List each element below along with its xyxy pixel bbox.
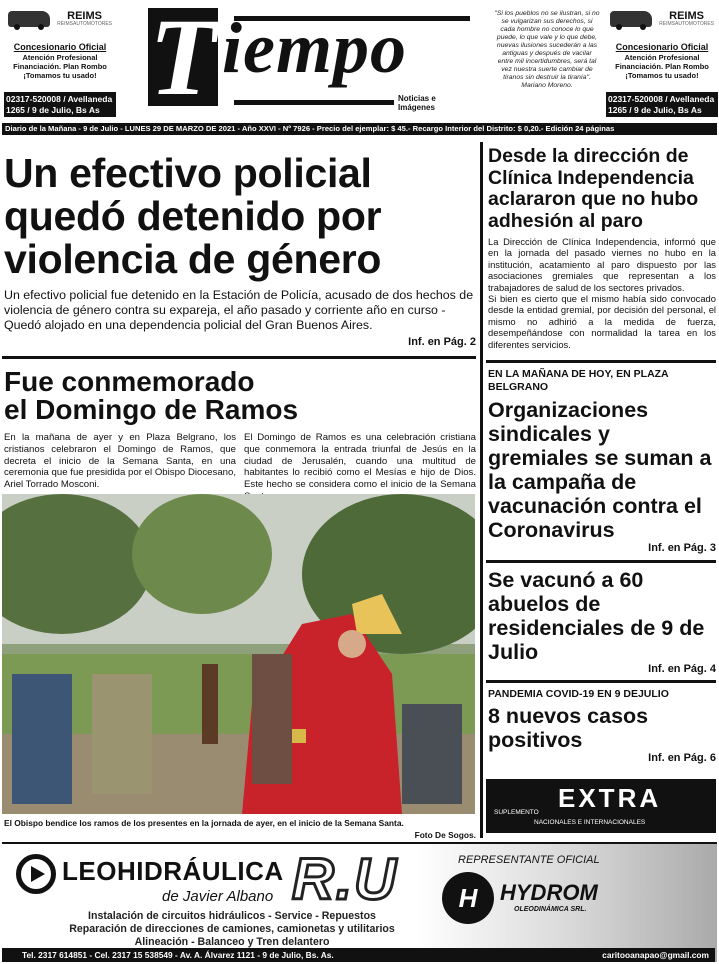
ramos-column-1: En la mañana de ayer y en Plaza Belgrano, los cristianos celebraron el Domingo de Ramos, que decreta el inicio de la Semana Santa, en una ceremonia que fue presidida por el Obispo Diocesano, Ariel Torrado Mosconi.: [4, 432, 236, 491]
hydrom-brand: HYDROM: [500, 880, 598, 905]
masthead-logo[interactable]: [148, 0, 474, 118]
ad-contact: 02317-520008 / Avellaneda 1265 / 9 de Julio, Bs As: [606, 92, 718, 117]
vacuno-headline[interactable]: Se vacunó a 60 abuelos de residenciales de 9 de Julio: [488, 568, 705, 664]
lead-page-ref[interactable]: Inf. en Pág. 2: [408, 336, 476, 348]
ad-title: Concesionario Oficial: [13, 42, 107, 52]
photo-credit: Foto De Sogos.: [414, 830, 476, 840]
masthead-subtitle: Noticias e Imágenes: [398, 94, 436, 112]
extra-label: SUPLEMENTO: [494, 809, 539, 816]
ad-contact-bar: Tel. 2317 614851 - Cel. 2317 15 538549 - Av. A. Álvarez 1121 - 9 de Julio, Bs. As. caritooanapao@gmail.com: [2, 948, 715, 962]
left-dealer-ad[interactable]: [4, 6, 116, 124]
date-bar: Diario de la Mañana - 9 de Julio - LUNES 29 DE MARZO DE 2021 - Año XXVI - Nº 7926 - Precio del ejemplar: $ 45.- Recargo Interior del Distrito: $ 0,20.- Edición 24 páginas: [2, 123, 717, 135]
moreno-quote: "Si los pueblos no se ilustran, si no se vulgarizan sus derechos, si cada hombre no conoce lo que puede, lo que vale y lo que debe, nuevas ilusiones sucederán a las antiguas y después de vacilar entre mil incertidumbres, será tal vez nuestra suerte cambiar de tiranos sin destruir la tiranía". Mariano Moreno.: [494, 10, 600, 90]
section-divider: [486, 560, 716, 563]
pickup-truck-icon: [610, 11, 652, 27]
photo-illustration: [2, 494, 475, 814]
extra-title: EXTRA: [558, 783, 662, 813]
ad-top-row: [4, 6, 116, 32]
column-divider: [480, 142, 483, 838]
ad-title: Concesionario Oficial: [615, 42, 709, 52]
vacuno-page-ref[interactable]: Inf. en Pág. 4: [648, 663, 716, 675]
lead-summary: Un efectivo policial fue detenido en la Estación de Policía, acusado de dos hechos de violencia de género contra su expareja, el año pasado y corriente año en curso - Quedó alojado en una dependencia policial del Gran Buenos Aires.: [4, 288, 474, 332]
ramos-headline[interactable]: Fue conmemorado el Domingo de Ramos: [4, 366, 299, 425]
ad-contact: 02317-520008 / Avellaneda 1265 / 9 de Julio, Bs As: [4, 92, 116, 117]
sindicales-page-ref[interactable]: Inf. en Pág. 3: [648, 542, 716, 554]
masthead-title: iempo: [222, 8, 407, 88]
extra-supplement-banner[interactable]: [486, 779, 716, 833]
ad-desc: Atención Profesional Financiación. Plan Rombo ¡Tomamos tu usado!: [615, 53, 709, 80]
sindicales-kicker: EN LA MAÑANA DE HOY, EN PLAZA BELGRANO: [488, 368, 669, 393]
reims-logo: REIMS REIMSAUTOMOTORES: [57, 9, 112, 28]
section-divider: [486, 360, 716, 363]
ad-owner: de Javier Albano: [162, 888, 274, 905]
lead-headline[interactable]: Un efectivo policial quedó detenido por violencia de género: [4, 150, 382, 282]
ad-email[interactable]: caritooanapao@gmail.com: [602, 950, 709, 960]
sindicales-headline[interactable]: Organizaciones sindicales y gremiales se suman a la campaña de vacunación contra el Coronavirus: [488, 398, 712, 542]
ad-services: Instalación de circuitos hidráulicos - Service - Repuestos Reparación de direcciones de camiones, camionetas y utilitarios Alineación - Balanceo y Tren delantero: [69, 910, 395, 948]
covid-page-ref[interactable]: Inf. en Pág. 6: [648, 752, 716, 764]
masthead-bar: [234, 100, 394, 105]
ad-ru-logo: R.U: [292, 847, 398, 912]
ad-desc: Atención Profesional Financiación. Plan Rombo ¡Tomamos tu usado!: [13, 53, 107, 80]
photo-caption: El Obispo bendice los ramos de los presentes en la jornada de ayer, en el inicio de la Semana Santa. Foto De Sogos.: [4, 818, 476, 840]
reims-logo: REIMS REIMSAUTOMOTORES: [659, 9, 714, 28]
bishop-photo[interactable]: [2, 494, 475, 814]
clinica-headline[interactable]: Desde la dirección de Clínica Independencia aclararon que no hubo adhesión al paro: [488, 145, 699, 232]
masthead-letter: T: [149, 0, 217, 118]
section-divider: [2, 356, 476, 359]
ramos-column-2: El Domingo de Ramos es una celebración cristiana que conmemora la entrada triunfal de Jesús en la ciudad de Jerusalén, cuando una multitud de habitantes lo recibió como el Mesías e hijo de Dios. Este hecho se considera como el inicio de la Semana: [244, 432, 476, 491]
pickup-truck-icon: [8, 11, 50, 27]
ad-top-row: [606, 6, 718, 32]
extra-subtitle: NACIONALES E INTERNACIONALES: [534, 819, 646, 826]
leohidraulica-ad[interactable]: [2, 842, 717, 962]
play-logo-icon: [16, 854, 56, 894]
clinica-body: La Dirección de Clínica Independencia, informó que en la jornada del pasado viernes no hubo en la institución, acatamiento al paro dispuesto por las asociaciones gremiales que representan a los trabajadores de salud de los sectores privados. Si bien es cierto que el mismo había sido convocado desde la entidad gremial, por decisión del personal, el mismo no adhirió a la medida de fuerza, desempeñándose con normalidad la tarea en los diferentes servicios.: [488, 236, 716, 350]
ad-representative-label: REPRESENTANTE OFICIAL: [458, 854, 600, 866]
right-dealer-ad[interactable]: [606, 6, 718, 124]
hydrom-logo-icon: H: [442, 872, 494, 924]
covid-headline[interactable]: 8 nuevos casos positivos: [488, 704, 649, 752]
ad-brand: LEOHIDRÁULICA: [62, 856, 284, 886]
hydrom-subtitle: OLEODINÁMICA SRL.: [514, 906, 587, 913]
section-divider: [486, 680, 716, 683]
covid-kicker: PANDEMIA COVID-19 EN 9 DEJULIO: [488, 688, 669, 700]
